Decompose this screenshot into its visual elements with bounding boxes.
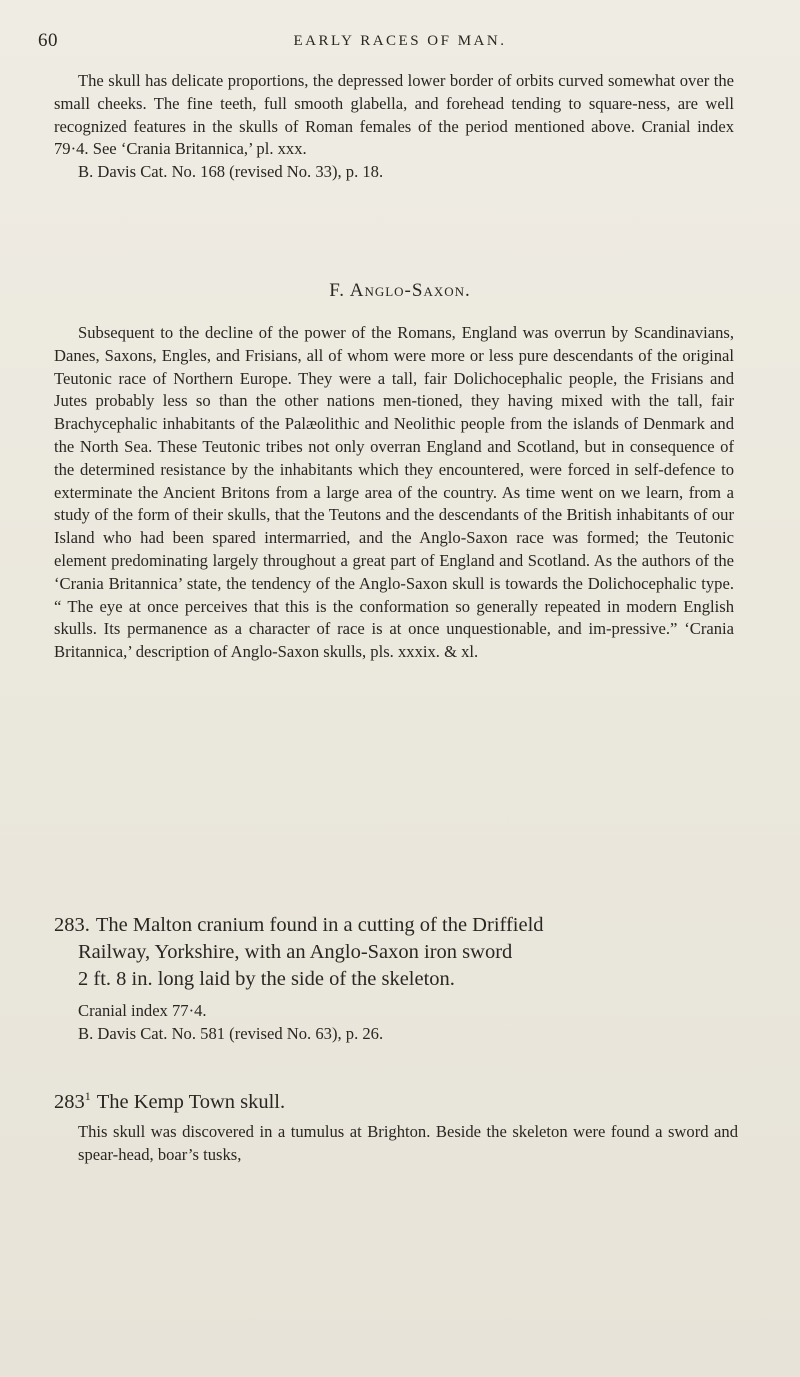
entry-title [54,1083,744,1116]
entry-number-superscript: 1 [84,1089,91,1103]
entry-description: This skull was discovered in a tumulus at Brighton. Beside the skeleton were found a sword and spear-head, boar’s tusks, [78,1121,738,1164]
section-heading: F. Anglo-Saxon. [329,280,471,301]
page-number: 60 [38,30,58,51]
section-block [54,322,734,664]
entry-number: 283. [54,914,90,936]
entry-title [54,912,744,993]
entry-title-text: The Kemp Town skull. [96,1090,286,1113]
entry-title-line-2: Railway, Yorkshire, with an Anglo-Saxon iron sword [78,941,513,963]
section-paragraph: Subsequent to the decline of the power of the Romans, England was overrun by Scandinavians, Danes, Saxons, Engles, and Frisians, all of whom were more or less pure descendants of the original Teutonic race of Northern Europe. They were a tall, fair Dolichocephalic people, the Frisians and Jutes probably less so than the other nations men-tioned, they having mixed with the tall, fair Brachycephalic inhabitants of the Palæolithic and Neolithic people from the islands of Denmark and the North Sea. These Teutonic tribes not only overran England and Scotland, but in consequence of the determined resistance by the inhabitants which they encountered, were forced in self-defence to exterminate the Ancient Britons from a large area of the country. As time went on we learn, from a study of the form of their skulls, that the Teutons and the descendants of the British inhabitants of our Island who had been spared intermarried, and the Anglo-Saxon race was formed; the Teutonic element predominating largely throughout a great part of England and Scotland. As the authors of the ‘Crania Britannica’ state, the tendency of the Anglo-Saxon skull is towards the Dolichocephalic type. “ The eye at once perceives that this is the conformation so generally repeated in modern English skulls. Its permanence as a character of race is at once unquestionable, and im-pressive.” ‘Crania Britannica,’ description of Anglo-Saxon skulls, pls. xxxix. & xl. [54,323,734,662]
intro-reference: B. Davis Cat. No. 168 (revised No. 33), p. 18. [78,162,384,182]
running-head: EARLY RACES OF MAN. [293,33,507,49]
entry-title-line-3: 2 ft. 8 in. long laid by the side of the skeleton. [78,968,455,990]
catalogue-entry-283-1 [54,1083,744,1166]
entry-title-line-1: The Malton cranium found in a cutting of the Driffield [95,914,544,936]
intro-paragraph: The skull has delicate proportions, the depressed lower border of orbits curved somewhat over the small cheeks. The fine teeth, full smooth glabella, and forehead tending to square-ness, are well recognized features in the skulls of Roman females of the period mentioned above. Cranial index 79·4. See ‘Crania Britannica,’ pl. xxx. [54,71,734,159]
entry-cranial-index: Cranial index 77·4. [78,1001,207,1020]
entry-number: 283 [54,1090,85,1113]
entry-reference: B. Davis Cat. No. 581 (revised No. 63), p. 26. [78,1024,384,1043]
catalogue-entry-283 [54,912,744,1045]
intro-block [54,70,734,184]
